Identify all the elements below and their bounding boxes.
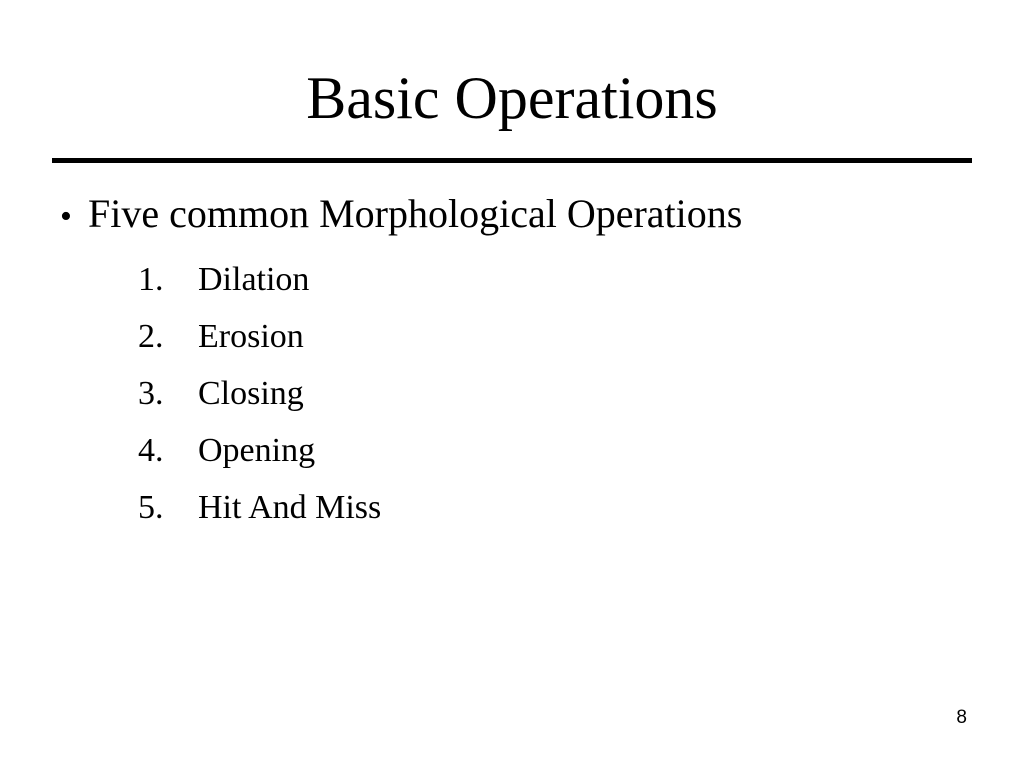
list-item <box>138 365 381 422</box>
operations-list <box>138 251 381 536</box>
list-item-number: 5. <box>138 489 164 526</box>
list-item-number: 4. <box>138 432 164 469</box>
list-item <box>138 422 381 479</box>
list-item-label: Closing <box>198 375 304 412</box>
title-divider <box>52 158 972 163</box>
list-item-label: Erosion <box>198 318 304 355</box>
list-item-number: 1. <box>138 261 164 298</box>
list-item <box>138 251 381 308</box>
bullet-text: Five common Morphological Operations <box>88 191 743 236</box>
list-item <box>138 479 381 536</box>
list-item-number: 2. <box>138 318 164 355</box>
bullet-item <box>60 190 742 241</box>
list-item <box>138 308 381 365</box>
list-item-label: Dilation <box>198 261 310 298</box>
slide-title: Basic Operations <box>306 65 718 131</box>
list-item-label: Hit And Miss <box>198 489 382 526</box>
list-item-label: Opening <box>198 432 316 469</box>
list-item-number: 3. <box>138 375 164 412</box>
page-number: 8 <box>956 707 967 728</box>
bullet-marker: • <box>60 198 72 235</box>
